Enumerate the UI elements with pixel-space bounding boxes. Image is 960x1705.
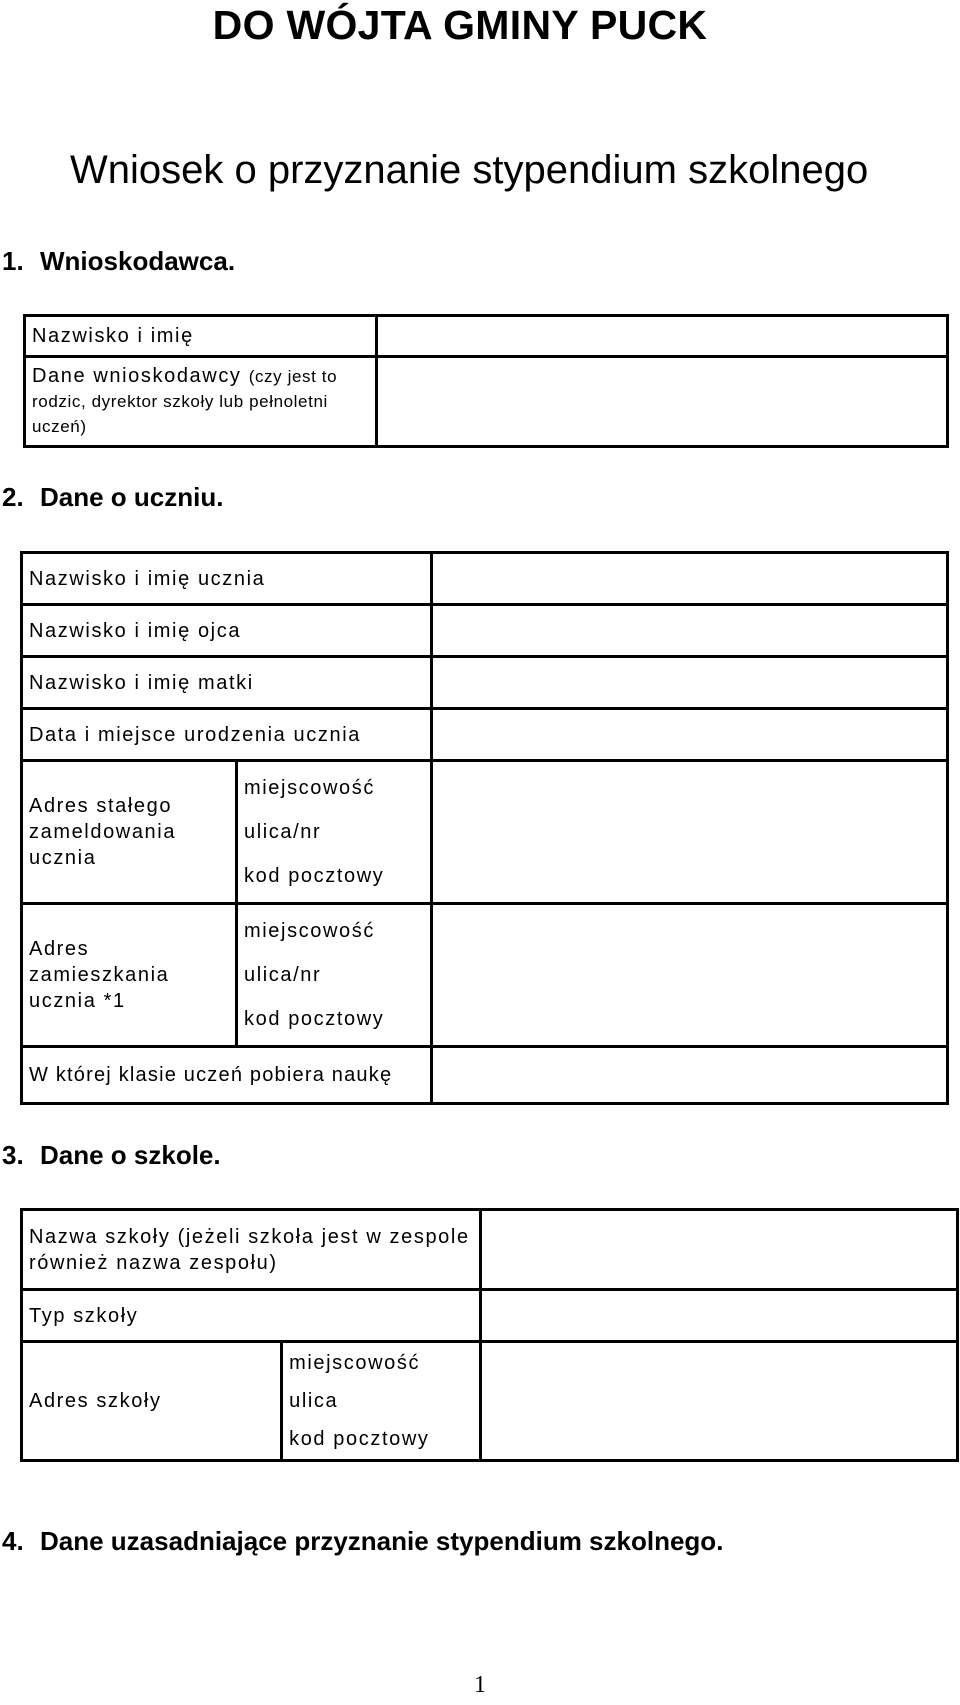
section-3-number: 3. <box>2 1140 24 1170</box>
residence-postal-label: kod pocztowy <box>244 1008 385 1030</box>
school-table <box>20 1208 959 1462</box>
section-2-heading <box>2 482 223 513</box>
student-name-field[interactable] <box>432 553 948 605</box>
permanent-postal-label: kod pocztowy <box>244 865 385 887</box>
school-type-label: Typ szkoły <box>22 1290 481 1342</box>
permanent-town-label: miejscowość <box>244 777 375 799</box>
birth-field[interactable] <box>432 709 948 761</box>
school-postal-label: kod pocztowy <box>289 1428 430 1450</box>
applicant-data-title: Dane wnioskodawcy <box>32 365 242 387</box>
school-address-field[interactable] <box>481 1342 958 1461</box>
school-address-label: Adres szkoły <box>22 1342 282 1461</box>
document-title: Wniosek o przyznanie stypendium szkolnego <box>70 148 869 192</box>
section-1-title: Wnioskodawca. <box>40 246 236 276</box>
section-4-heading <box>2 1526 723 1557</box>
section-3-heading <box>2 1140 221 1171</box>
section-1-number: 1. <box>2 246 24 276</box>
addressee-heading: DO WÓJTA GMINY PUCK <box>212 2 708 48</box>
school-town-label: miejscowość <box>289 1352 421 1374</box>
permanent-street-label: ulica/nr <box>244 821 322 843</box>
section-4-number: 4. <box>2 1526 24 1556</box>
residence-address-label: Adres zamieszkania ucznia *1 <box>22 904 237 1047</box>
applicant-data-label <box>25 357 377 447</box>
father-name-label: Nazwisko i imię ojca <box>22 605 432 657</box>
student-table <box>20 551 949 1105</box>
permanent-address-label: Adres stałego zameldowania ucznia <box>22 761 237 904</box>
birth-label: Data i miejsce urodzenia ucznia <box>22 709 432 761</box>
section-4-title: Dane uzasadniające przyznanie stypendium szkolnego. <box>40 1526 724 1556</box>
grade-field[interactable] <box>432 1047 948 1104</box>
section-2-number: 2. <box>2 482 24 512</box>
residence-address-sublabels <box>237 904 432 1047</box>
school-name-label: Nazwa szkoły (jeżeli szkoła jest w zespole również nazwa zespołu) <box>22 1210 481 1290</box>
permanent-address-sublabels <box>237 761 432 904</box>
school-street-label: ulica <box>289 1390 339 1412</box>
father-name-field[interactable] <box>432 605 948 657</box>
residence-town-label: miejscowość <box>244 920 375 942</box>
section-2-title: Dane o uczniu. <box>40 482 224 512</box>
student-name-label: Nazwisko i imię ucznia <box>22 553 432 605</box>
school-type-field[interactable] <box>481 1290 958 1342</box>
applicant-data-field[interactable] <box>377 357 948 447</box>
mother-name-field[interactable] <box>432 657 948 709</box>
residence-street-label: ulica/nr <box>244 964 322 986</box>
school-address-sublabels <box>282 1342 481 1461</box>
applicant-table <box>23 314 949 448</box>
school-name-field[interactable] <box>481 1210 958 1290</box>
applicant-name-field[interactable] <box>377 316 948 357</box>
applicant-name-label: Nazwisko i imię <box>25 316 377 357</box>
permanent-address-field[interactable] <box>432 761 948 904</box>
grade-label: W której klasie uczeń pobiera naukę <box>22 1047 432 1104</box>
page-number: 1 <box>474 1672 486 1698</box>
section-1-heading <box>2 246 235 277</box>
section-3-title: Dane o szkole. <box>40 1140 221 1170</box>
residence-address-field[interactable] <box>432 904 948 1047</box>
applicant-data-note: (czy jest to rodzic, dyrektor szkoły lub pełnoletni uczeń) <box>32 367 338 436</box>
mother-name-label: Nazwisko i imię matki <box>22 657 432 709</box>
